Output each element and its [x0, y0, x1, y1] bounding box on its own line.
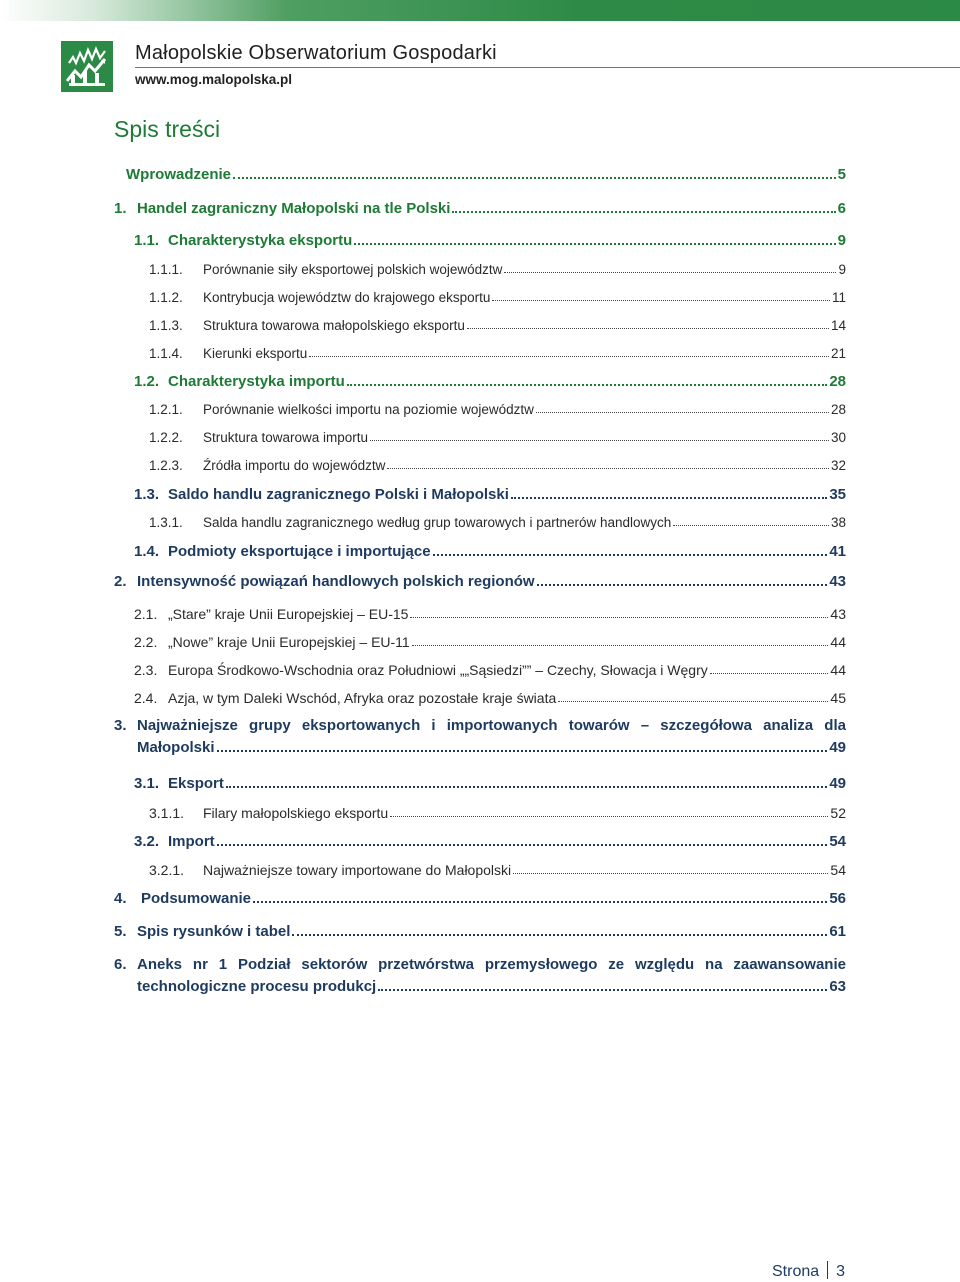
- toc-entry[interactable]: [149, 402, 846, 417]
- toc-entry-number: 1.4.: [134, 543, 160, 560]
- dot-leader: [226, 785, 827, 788]
- title-word: sektorów: [301, 956, 368, 973]
- dot-leader: [387, 467, 829, 469]
- dot-leader: [558, 700, 828, 702]
- toc-entry-title: Import: [168, 833, 215, 850]
- toc-entry[interactable]: [134, 634, 846, 650]
- toc-entry[interactable]: [134, 662, 846, 678]
- toc-entry-number: 3.: [114, 717, 127, 734]
- toc-entry-title: Eksport: [168, 775, 224, 792]
- title-word: przemysłowego: [484, 956, 598, 973]
- footer-label: Strona: [772, 1263, 820, 1280]
- toc-entry-title: Charakterystyka importu: [168, 373, 345, 390]
- dot-leader: [309, 355, 829, 357]
- toc-entry-title: Saldo handlu zagranicznego Polski i Małopolski: [168, 486, 509, 503]
- dot-leader: [433, 553, 828, 556]
- title-word: towarów: [568, 717, 630, 734]
- toc-entry-page: 43: [830, 606, 846, 622]
- dot-leader: [412, 644, 829, 646]
- toc-entry-page: 28: [830, 402, 846, 417]
- footer-page-number: 3: [836, 1263, 846, 1280]
- toc-entry[interactable]: [134, 690, 846, 706]
- title-word: eksportowanych: [301, 717, 421, 734]
- toc-entry[interactable]: [114, 956, 846, 995]
- toc-entry-page: 49: [829, 775, 846, 792]
- title-word: przetwórstwa: [378, 956, 474, 973]
- dot-leader: [504, 271, 836, 273]
- dot-leader: [410, 616, 828, 618]
- dot-leader: [347, 383, 828, 386]
- toc-entry-title: Źródła importu do województw: [203, 458, 386, 473]
- toc-entry-page: 44: [830, 634, 846, 650]
- header-rule: [135, 67, 960, 68]
- toc-entry[interactable]: [149, 430, 846, 445]
- toc-entry-page: 5: [837, 166, 846, 183]
- title-word: i: [431, 717, 436, 734]
- dot-leader: [511, 496, 827, 499]
- toc-entry-title: Struktura towarowa importu: [203, 430, 369, 445]
- toc-entry-page: 45: [830, 690, 846, 706]
- toc-entry-page: 43: [829, 573, 846, 590]
- toc-entry[interactable]: [134, 486, 846, 503]
- title-word: Najważniejsze: [137, 717, 238, 734]
- dot-leader: [536, 411, 829, 413]
- dot-leader: [492, 299, 830, 301]
- toc-entry-title: Intensywność powiązań handlowych polskich regionów: [137, 573, 535, 590]
- toc-entry-page: 41: [829, 543, 846, 560]
- toc-entry-number: 1.3.1.: [149, 515, 183, 530]
- toc-entry-number: 2.: [114, 573, 127, 590]
- toc-entry-page: 35: [829, 486, 846, 503]
- dot-leader: [513, 872, 828, 874]
- title-word: względu: [634, 956, 695, 973]
- title-word: szczegółowa: [660, 717, 752, 734]
- toc-entry-title: Europa Środkowo-Wschodnia oraz Południowi „„Sąsiedzi”” – Czechy, Słowacja i Węgry: [168, 662, 708, 678]
- toc-entry-title: Charakterystyka eksportu: [168, 232, 353, 249]
- toc-entry[interactable]: [134, 232, 846, 249]
- toc-entry[interactable]: [114, 890, 846, 907]
- title-word: importowanych: [446, 717, 558, 734]
- toc-entry-page: 38: [830, 515, 846, 530]
- toc-entry-number: 1.2.1.: [149, 402, 183, 417]
- toc-entry[interactable]: [134, 775, 846, 792]
- title-word: ze: [608, 956, 625, 973]
- toc-entry-title: Azja, w tym Daleki Wschód, Afryka oraz pozostałe kraje świata: [168, 690, 557, 706]
- title-word: grupy: [249, 717, 291, 734]
- title-word: analiza: [763, 717, 814, 734]
- toc-entry-number: 2.2.: [134, 634, 158, 650]
- title-word: 1: [218, 956, 228, 973]
- dot-leader: [537, 583, 828, 586]
- title-word: zaawansowanie: [733, 956, 846, 973]
- toc-entry-page: 14: [830, 318, 846, 333]
- toc-entry-title: Kontrybucja województw do krajowego eksportu: [203, 290, 491, 305]
- toc-entry[interactable]: [114, 717, 846, 756]
- dot-leader: [292, 933, 827, 936]
- toc-entry-title-line2: technologiczne procesu produkcj: [137, 978, 377, 995]
- toc-entry-number: 2.4.: [134, 690, 158, 706]
- toc-entry-page: 21: [830, 346, 846, 361]
- toc-entry-page: 11: [831, 290, 846, 305]
- toc-entry-page: 63: [829, 978, 846, 995]
- dot-leader: [217, 843, 828, 846]
- toc-entry-number: 1.2.3.: [149, 458, 183, 473]
- title-word: nr: [192, 956, 208, 973]
- title-word: na: [705, 956, 723, 973]
- toc-entry-title: Handel zagraniczny Małopolski na tle Polski: [137, 200, 451, 217]
- toc-entry-title: Filary małopolskiego eksportu: [203, 805, 389, 821]
- toc-entry-number: 3.2.: [134, 833, 160, 850]
- dot-leader: [354, 242, 835, 245]
- toc-entry[interactable]: [149, 862, 846, 878]
- toc-entry-title: Kierunki eksportu: [203, 346, 308, 361]
- toc-entry-title: Podsumowanie: [141, 890, 252, 907]
- toc-entry-number: 1.: [114, 200, 127, 217]
- toc-entry[interactable]: [134, 606, 846, 622]
- toc-entry-title: „Nowe” kraje Unii Europejskiej – EU-11: [168, 634, 410, 650]
- toc-entry[interactable]: [149, 458, 846, 473]
- toc-entry-page: 56: [829, 890, 846, 907]
- toc-entry-page: 9: [837, 232, 846, 249]
- organization-name: Małopolskie Obserwatorium Gospodarki: [135, 42, 497, 64]
- toc-entry-title: Struktura towarowa małopolskiego eksportu: [203, 318, 465, 333]
- toc-entry-number: 1.2.: [134, 373, 160, 390]
- title-word: Aneks: [137, 956, 183, 973]
- toc-entry-title-line2: Małopolski: [137, 739, 215, 756]
- toc-entry-title: „Stare” kraje Unii Europejskiej – EU-15: [168, 606, 409, 622]
- toc-entry[interactable]: [149, 805, 846, 821]
- toc-entry-number: 1.1.1.: [149, 262, 183, 277]
- toc-entry-number: 2.3.: [134, 662, 158, 678]
- toc-entry-number: 1.1.3.: [149, 318, 183, 333]
- toc-entry-page: 32: [830, 458, 846, 473]
- toc-entry-title: Podmioty eksportujące i importujące: [168, 543, 431, 560]
- toc-entry-number: 3.2.1.: [149, 862, 185, 878]
- toc-entry[interactable]: [134, 833, 846, 850]
- title-word: Podział: [238, 956, 291, 973]
- toc-entry-page: 49: [829, 739, 846, 756]
- dot-leader: [233, 176, 836, 179]
- dot-leader: [378, 988, 827, 991]
- toc-entry-number: 3.1.1.: [149, 805, 185, 821]
- toc-entry[interactable]: [149, 346, 846, 361]
- dot-leader: [217, 749, 828, 752]
- title-word: –: [640, 717, 650, 734]
- toc-entry-title: Wprowadzenie: [126, 166, 232, 183]
- toc-entry-page: 9: [838, 262, 846, 277]
- dot-leader: [673, 524, 829, 526]
- toc-entry[interactable]: [114, 923, 846, 940]
- toc-entry-page: 30: [830, 430, 846, 445]
- footer-separator: [827, 1261, 828, 1279]
- toc-entry-number: 4.: [114, 890, 127, 907]
- dot-leader: [253, 900, 827, 903]
- toc-entry-number: 1.2.2.: [149, 430, 183, 445]
- toc-entry-page: 44: [830, 662, 846, 678]
- dot-leader: [467, 327, 829, 329]
- dot-leader: [390, 815, 828, 817]
- toc-entry-page: 6: [837, 200, 846, 217]
- toc-entry-title: Porównanie siły eksportowej polskich województw: [203, 262, 503, 277]
- chart-growth-logo-icon: [61, 41, 113, 92]
- toc-entry-title-line1: [137, 717, 846, 734]
- toc-entry-number: 3.1.: [134, 775, 160, 792]
- toc-entry[interactable]: [149, 515, 846, 530]
- toc-entry-page: 61: [829, 923, 846, 940]
- toc-entry-number: 1.1.4.: [149, 346, 183, 361]
- toc-entry-title: Salda handlu zagranicznego według grup towarowych i partnerów handlowych: [203, 515, 672, 530]
- toc-entry[interactable]: [149, 290, 846, 305]
- title-word: dla: [824, 717, 846, 734]
- organization-url: www.mog.malopolska.pl: [135, 72, 293, 87]
- toc-entry-page: 52: [830, 805, 846, 821]
- dot-leader: [710, 672, 829, 674]
- toc-entry-title: Spis rysunków i tabel: [137, 923, 291, 940]
- toc-entry[interactable]: [149, 318, 846, 333]
- toc-entry-number: 6.: [114, 956, 127, 973]
- toc-entry-number: 1.1.: [134, 232, 160, 249]
- toc-entry[interactable]: [114, 573, 846, 590]
- toc-entry[interactable]: [114, 200, 846, 217]
- toc-entry[interactable]: [149, 262, 846, 277]
- toc-entry[interactable]: [134, 373, 846, 390]
- toc-entry-number: 2.1.: [134, 606, 158, 622]
- dot-leader: [370, 439, 829, 441]
- header-color-bar: [0, 0, 960, 21]
- toc-entry-title-line1: [137, 956, 846, 973]
- toc-entry-title: Najważniejsze towary importowane do Małopolski: [203, 862, 512, 878]
- toc-entry-title: Porównanie wielkości importu na poziomie województw: [203, 402, 534, 417]
- toc-entry-page: 54: [829, 833, 846, 850]
- toc-entry[interactable]: [134, 543, 846, 560]
- toc-entry-page: 28: [829, 373, 846, 390]
- toc-entry-page: 54: [830, 862, 846, 878]
- page-footer: [772, 1261, 845, 1281]
- toc-entry-number: 1.1.2.: [149, 290, 183, 305]
- toc-entry-number: 1.3.: [134, 486, 160, 503]
- toc-heading: Spis treści: [114, 116, 221, 142]
- dot-leader: [452, 210, 835, 213]
- toc-entry[interactable]: [126, 166, 846, 183]
- toc-entry-number: 5.: [114, 923, 127, 940]
